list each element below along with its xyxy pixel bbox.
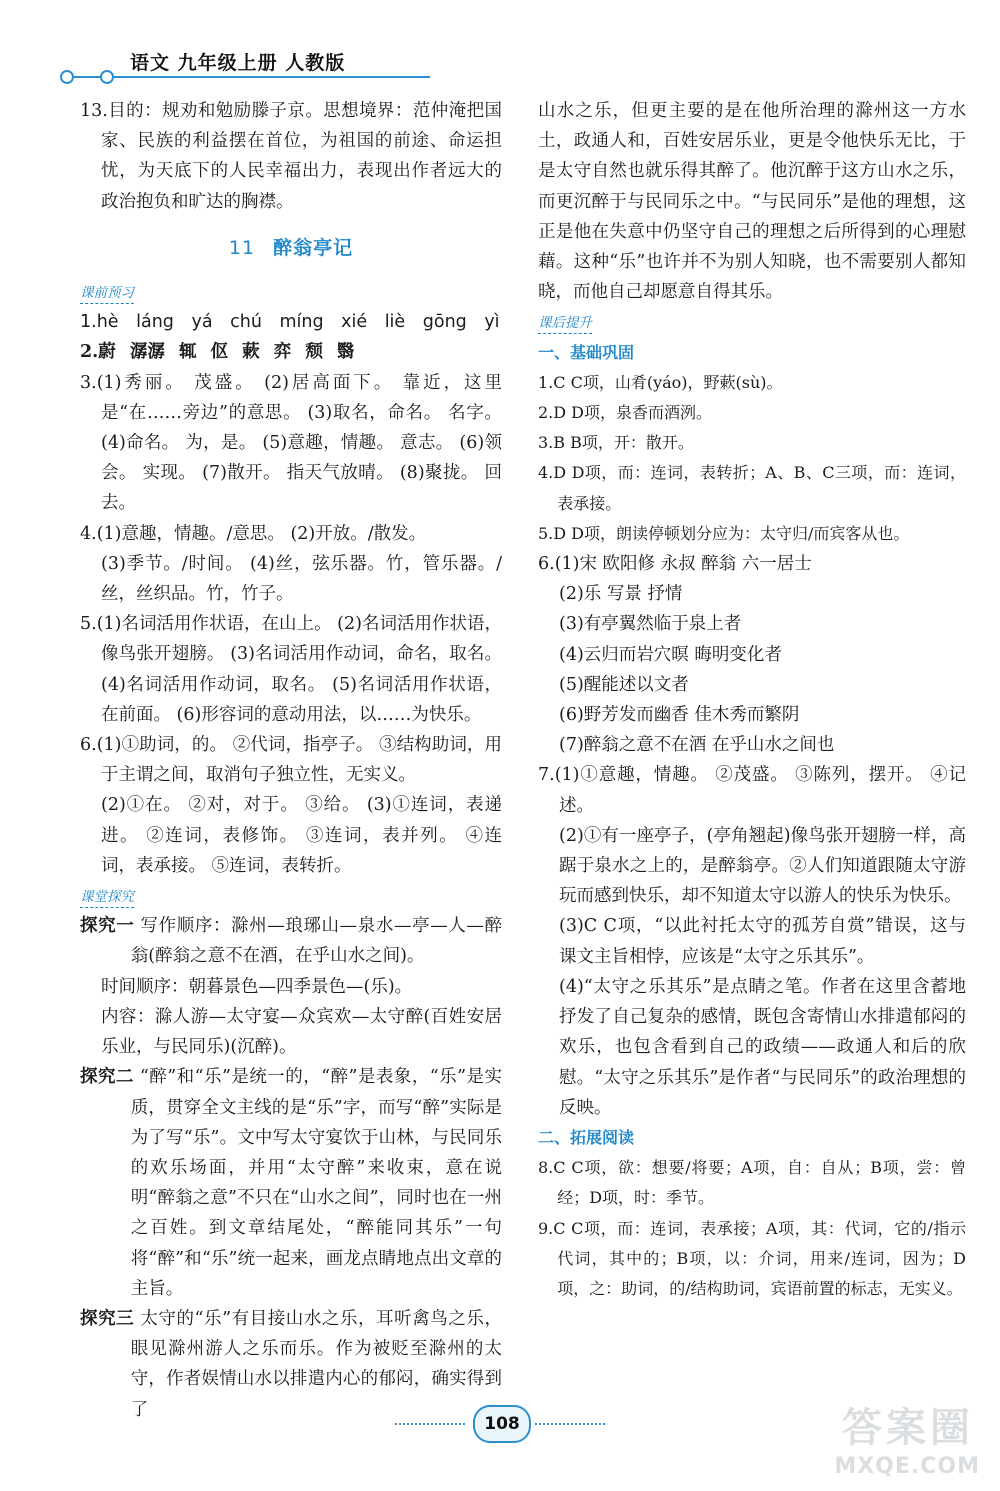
header-dot: [100, 70, 114, 84]
answer-6-4: (4)云归而岩穴暝 晦明变化者: [559, 644, 782, 665]
answer-6-5: (5)醒能述以文者: [559, 674, 689, 695]
subheading-basics: 一、基础巩固: [538, 342, 635, 362]
answer-13: 13.目的：规劝和勉励滕子京。思想境界：范仲淹把国家、民族的利益摆在首位，为祖国的前途、命运担忧，为天底下的人民幸福出力，表现出作者远大的政治抱负和旷达的胸襟。: [80, 101, 502, 212]
watermark-logo: [760, 1399, 980, 1479]
explore-3-text: 太守的“乐”有目接山水之乐，耳听禽鸟之乐，眼见滁州游人之乐而乐。作为被贬至滁州的太守，作者娱情山水以排遣内心的郁闷，确实得到了: [130, 1308, 502, 1420]
explore-1-time: 时间顺序：朝暮景色—四季景色—(乐)。: [101, 976, 413, 997]
answer-1: 1.C C项，山肴(yáo)，野蔌(sù)。: [538, 372, 783, 392]
answer-2: 2.D D项，泉香而酒洌。: [538, 403, 713, 423]
subheading-extended: 二、拓展阅读: [538, 1127, 635, 1147]
answer-6-6: (6)野芳发而幽香 佳木秀而繁阴: [559, 705, 800, 726]
explore-1-content: 内容：滁人游—太守宴—众宾欢—太守醉(百姓安居乐业，与民同乐)(沉醉)。: [101, 1006, 502, 1058]
section-label-after: 课后提升: [538, 313, 592, 334]
answer-6-7: (7)醉翁之意不在酒 在乎山水之间也: [559, 735, 835, 756]
preview-4a: 4.(1)意趣，情趣。/意思。 (2)开放。/散发。: [80, 523, 427, 544]
answer-3: 3.B B项，开：散开。: [538, 433, 694, 453]
explore-1-text: 写作顺序：滁州—琅琊山—泉水—亭—人—醉翁(醉翁之意不在酒，在乎山水之间)。: [130, 916, 503, 967]
answer-6-1: 6.(1)宋 欧阳修 永叔 醉翁 六一居士: [538, 554, 812, 575]
header-title: 语文 九年级上册 人教版: [130, 52, 346, 74]
section-label-explore: 课堂探究: [80, 887, 134, 908]
right-column: [538, 96, 966, 1304]
explore-1-label: 探究一: [80, 916, 135, 937]
preview-4b: (3)季节。/时间。 (4)丝，弦乐器。竹，管乐器。/丝，丝织品。竹，竹子。: [101, 553, 502, 605]
page-footer: [395, 1405, 605, 1441]
answer-5: 5.D D项，朗读停顿划分应为：太守归/而宾客从也。: [538, 523, 910, 543]
preview-2: 2.蔚 潺潺 辄 伛 蔌 弈 颓 翳: [80, 342, 355, 363]
answer-7-1: 7.(1)①意趣，情趣。 ②茂盛。 ③陈列，摆开。 ④记述。: [538, 765, 966, 816]
explore-3-label: 探究三: [80, 1308, 135, 1329]
left-column: [80, 96, 502, 1425]
watermark-big-text: 答案圈: [842, 1405, 974, 1451]
watermark-small-text: MXQE.COM: [834, 1454, 980, 1479]
explore-2-label: 探究二: [80, 1067, 134, 1088]
answer-9: 9.C C项，而：连词，表承接；A项，其：代词，它的/指示代词，其中的；B项，以：介词，用来/连词，因为；D项，之：助词，的/结构助词，宾语前置的标志，无实义。: [538, 1218, 966, 1298]
preview-3: 3.(1)秀丽。 茂盛。 (2)居高面下。 靠近，这里是“在……旁边”的意思。 (3)取名，命名。 名字。 (4)命名。 为，是。 (5)意趣，情趣。 意志。 (6)领会。 实现。 (7)散开。 指天气放晴。 (8)聚拢。 回去。: [80, 372, 502, 514]
footer-dotted-line-right: [535, 1423, 605, 1425]
explore-3-continued: 山水之乐，但更主要的是在他所治理的滁州这一方水土，政通人和，百姓安居乐业，更是令他快乐无比，于是太守自然也就乐得其醉了。他沉醉于这方山水之乐，而更沉醉于与民同乐之中。“与民同乐”是他的理想，这正是他在失意中仍坚守自己的理想之后所得到的心理慰藉。这种“乐”也许并不为别人知晓，也不需要别人都知晓，而他自己却愿意自得其乐。: [538, 101, 966, 303]
header-rule: [70, 76, 430, 78]
preview-5: 5.(1)名词活用作状语，在山上。 (2)名词活用作状语，像鸟张开翅膀。 (3)名词活用作动词，命名，取名。 (4)名词活用作动词，取名。 (5)名词活用作状语，在前面。 (6)形容词的意动用法，以……为快乐。: [80, 614, 502, 725]
answer-6-2: (2)乐 写景 抒情: [559, 584, 683, 605]
answer-8: 8.C C项，欲：想要/将要；A项，自：自从；B项，尝：曾经；D项，时：季节。: [538, 1158, 966, 1208]
preview-6a: 6.(1)①助词，的。 ②代词，指亭子。 ③结构助词，用于主谓之间，取消句子独立性，无实义。: [80, 735, 502, 786]
preview-1: 1.hè láng yá chú míng xié liè gōng yì: [80, 312, 500, 333]
footer-dotted-line-left: [395, 1423, 465, 1425]
explore-2-text: “醉”和“乐”是统一的，“醉”是表象，“乐”是实质，贯穿全文主线的是“乐”字，而写“醉”实际是为了写“乐”。文中写太守宴饮于山林，与民同乐的欢乐场面，并用“太守醉”来收束，意在说明“醉翁之意”不只在“山水之间”，同时也在一州之百姓。到文章结尾处，“醉能同其乐”一句将“醉”和“乐”统一起来，画龙点睛地点出文章的主旨。: [130, 1067, 502, 1299]
answer-7-3: (3)C C项，“以此衬托太守的孤芳自赏”错误，这与课文主旨相悖，应该是“太守之乐其乐”。: [559, 916, 966, 967]
explore-2: [80, 1062, 502, 1304]
chapter-title: 醉翁亭记: [273, 236, 354, 259]
header-dot: [60, 70, 74, 84]
answer-6-3: (3)有亭翼然临于泉上者: [559, 614, 742, 635]
explore-1: [80, 911, 502, 971]
preview-6b: (2)①在。 ②对，对于。 ③给。 (3)①连词，表递进。 ②连词，表修饰。 ③连词，表并列。 ④连词，表承接。 ⑤连词，表转折。: [101, 795, 502, 876]
answer-7-2: (2)①有一座亭子，(亭角翘起)像鸟张开翅膀一样，高踞于泉水之上的，是醉翁亭。②人们知道跟随太守游玩而感到快乐，却不知道太守以游人的快乐为快乐。: [559, 825, 966, 907]
chapter-number: 11: [228, 236, 256, 259]
chapter-heading: [80, 233, 502, 263]
answer-4: 4.D D项，而：连词，表转折；A、B、C三项，而：连词，表承接。: [538, 463, 966, 513]
section-label-preview: 课前预习: [80, 283, 134, 304]
page-header: [60, 44, 520, 94]
answer-7-4: (4)“太守之乐其乐”是点睛之笔。作者在这里含蓄地抒发了自己复杂的感情，既包含寄情山水排遣郁闷的欢乐，也包含看到自己的政绩——政通人和后的欣慰。“太守之乐其乐”是作者“与民同乐”的政治理想的反映。: [559, 976, 966, 1118]
page-number: 108: [473, 1405, 531, 1443]
